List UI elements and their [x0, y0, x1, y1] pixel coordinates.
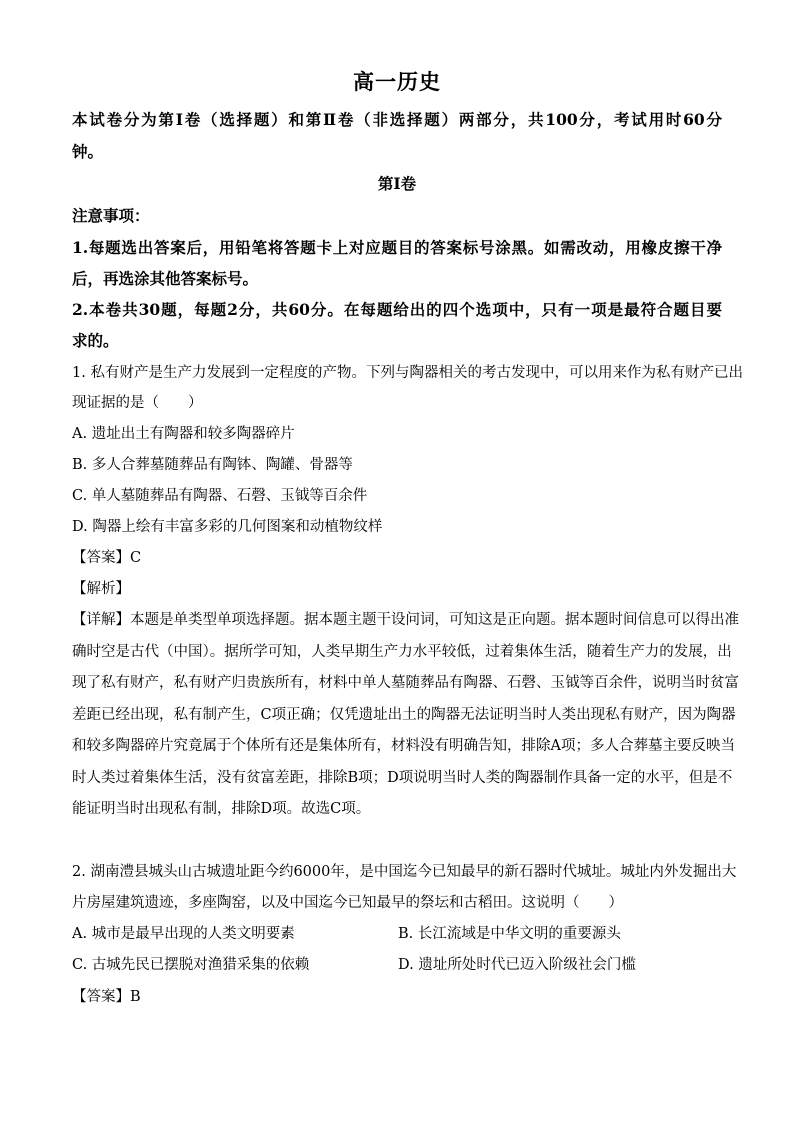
- q1-analysis-label: 【解析】: [72, 581, 130, 597]
- q1-detail-line-5: 和较多陶器碎片究竟属于个体所有还是集体所有，材料没有明确告知，排除A项；多人合葬墓主要反映当: [72, 738, 735, 754]
- q1-option-d: D. 陶器上绘有丰富多彩的几何图案和动植物纹样: [72, 519, 383, 535]
- q2-answer-value: B: [130, 989, 141, 1005]
- note-1-line-1: 1.每题选出答案后，用铅笔将答题卡上对应题目的答案标号涂黑。如需改动，用橡皮擦干净: [72, 238, 722, 257]
- q2-option-a: A. 城市是最早出现的人类文明要素: [72, 926, 295, 942]
- q2-answer-label: 【答案】: [72, 989, 130, 1005]
- q2-option-d: D. 遗址所处时代已迈入阶级社会门槛: [398, 957, 636, 973]
- q1-detail-line-7: 能证明当时出现私有制，排除D项。故选C项。: [72, 801, 371, 817]
- q1-option-c: C. 单人墓随葬品有陶器、石磬、玉钺等百余件: [72, 488, 368, 504]
- q1-stem-line-2: 现证据的是（ ）: [72, 395, 203, 411]
- q1-detail-line-1: 【详解】本题是单类型单项选择题。据本题主题干设问词，可知这是正向题。据本题时间信息可以得出准: [72, 612, 739, 628]
- q1-detail-line-2: 确时空是古代（中国）。据所学可知，人类早期生产力水平较低，过着集体生活，随着生产力的发展，出: [72, 644, 732, 660]
- q1-option-a: A. 遗址出土有陶器和较多陶器碎片: [72, 426, 295, 442]
- q1-detail-line-3: 现了私有财产，私有财产归贵族所有，材料中单人墓随葬品有陶器、石磬、玉钺等百余件，说明当时贫富: [72, 675, 739, 691]
- intro-line-1: 本试卷分为第Ⅰ卷（选择题）和第Ⅱ卷（非选择题）两部分，共100分，考试用时60分: [72, 110, 722, 129]
- q2-stem-line-1: 2. 湖南澧县城头山古城遗址距今约6000年，是中国迄今已知最早的新石器时代城址。城址内外发掘出大: [72, 864, 737, 880]
- q2-answer: [72, 985, 141, 1006]
- page-title: 高一历史: [353, 69, 441, 94]
- note-2-line-2: 求的。: [72, 331, 119, 350]
- note-2-line-1: 2.本卷共30题，每题2分，共60分。在每题给出的四个选项中，只有一项是最符合题目要: [72, 300, 722, 319]
- q1-answer-value: C: [130, 550, 142, 566]
- q2-option-c: C. 古城先民已摆脱对渔猎采集的依赖: [72, 957, 310, 973]
- section-title: 第Ⅰ卷: [377, 174, 417, 193]
- q2-stem-line-2: 片房屋建筑遗迹，多座陶窑，以及中国迄今已知最早的祭坛和古稻田。这说明（ ）: [72, 895, 623, 911]
- intro-line-2: 钟。: [72, 142, 104, 161]
- q1-answer: [72, 546, 141, 567]
- q1-detail-line-6: 时人类过着集体生活，没有贫富差距，排除B项；D项说明当时人类的陶器制作具备一定的水平，但是不: [72, 770, 733, 786]
- q1-answer-label: 【答案】: [72, 550, 130, 566]
- q1-stem-line-1: 1. 私有财产是生产力发展到一定程度的产物。下列与陶器相关的考古发现中，可以用来作为私有财产已出: [72, 365, 743, 381]
- notes-heading: 注意事项：: [72, 206, 150, 225]
- note-1-line-2: 后，再选涂其他答案标号。: [72, 269, 259, 288]
- q1-detail-line-4: 差距已经出现，私有制产生，C项正确；仅凭遗址出土的陶器无法证明当时人类出现私有财产，因为陶器: [72, 707, 736, 723]
- q1-option-b: B. 多人合葬墓随葬品有陶钵、陶罐、骨器等: [72, 457, 353, 473]
- q2-option-b: B. 长江流域是中华文明的重要源头: [398, 926, 621, 942]
